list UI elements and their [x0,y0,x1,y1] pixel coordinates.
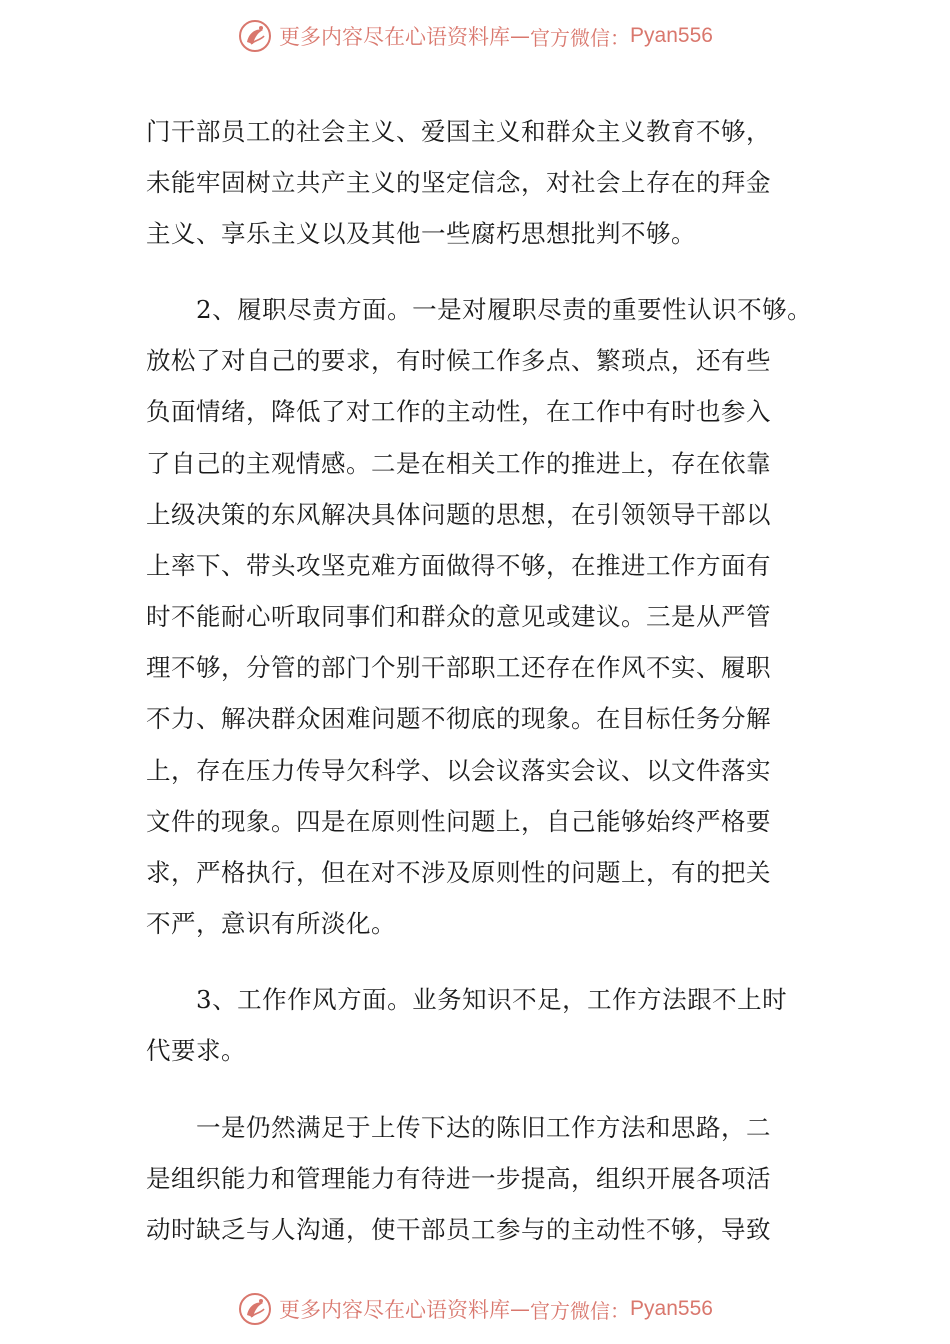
text-line: 主义、享乐主义以及其他一些腐朽思想批判不够。 [146,219,696,248]
footer-banner [0,1289,950,1329]
text-line: 负面情绪，降低了对工作的主动性，在工作中有时也参入 [146,397,771,426]
header-dash: — [510,24,531,48]
text-line: 理不够，分管的部门个别干部职工还存在作风不实、履职 [146,653,771,682]
footer-dash: — [510,1297,531,1321]
text-line: 放松了对自己的要求，有时候工作多点、繁琐点，还有些 [146,346,771,375]
text-line: 时不能耐心听取同事们和群众的意见或建议。三是从严管 [146,602,771,631]
footer-site-name: 更多内容尽在心语资料库 [279,1298,511,1322]
text-line: 未能牢固树立共产主义的坚定信念，对社会上存在的拜金 [146,168,771,197]
footer-wechat-label: 官方微信： [530,1298,631,1323]
header-wechat-label: 官方微信： [530,25,631,50]
paragraph-start-line: 2、履职尽责方面。一是对履职尽责的重要性认识不够。 [196,295,813,324]
paragraph-start-line: 3、工作作风方面。业务知识不足，工作方法跟不上时 [196,985,788,1014]
text-line: 代要求。 [146,1036,246,1065]
text-line: 上级决策的东风解决具体问题的思想，在引领领导干部以 [146,500,771,529]
text-line: 不力、解决群众困难问题不彻底的现象。在目标任务分解 [146,704,771,733]
header-banner [0,16,950,56]
text-line: 了自己的主观情感。二是在相关工作的推进上，存在依靠 [146,449,771,478]
header-wechat-id: Pyan556 [630,24,713,47]
text-line: 动时缺乏与人沟通，使干部员工参与的主动性不够，导致 [146,1215,771,1244]
text-line: 门干部员工的社会主义、爱国主义和群众主义教育不够， [146,117,771,146]
text-line: 文件的现象。四是在原则性问题上，自己能够始终严格要 [146,807,771,836]
logo-icon [237,1291,273,1327]
text-line: 不严，意识有所淡化。 [146,909,396,938]
text-line: 是组织能力和管理能力有待进一步提高，组织开展各项活 [146,1164,771,1193]
text-line: 上率下、带头攻坚克难方面做得不够，在推进工作方面有 [146,551,771,580]
header-site-name: 更多内容尽在心语资料库 [279,25,511,49]
paragraph-start-line: 一是仍然满足于上传下达的陈旧工作方法和思路，二 [196,1113,771,1142]
logo-icon [237,18,273,54]
text-line: 上，存在压力传导欠科学、以会议落实会议、以文件落实 [146,756,771,785]
text-line: 求，严格执行，但在对不涉及原则性的问题上，有的把关 [146,858,771,887]
footer-wechat-id: Pyan556 [630,1297,713,1320]
